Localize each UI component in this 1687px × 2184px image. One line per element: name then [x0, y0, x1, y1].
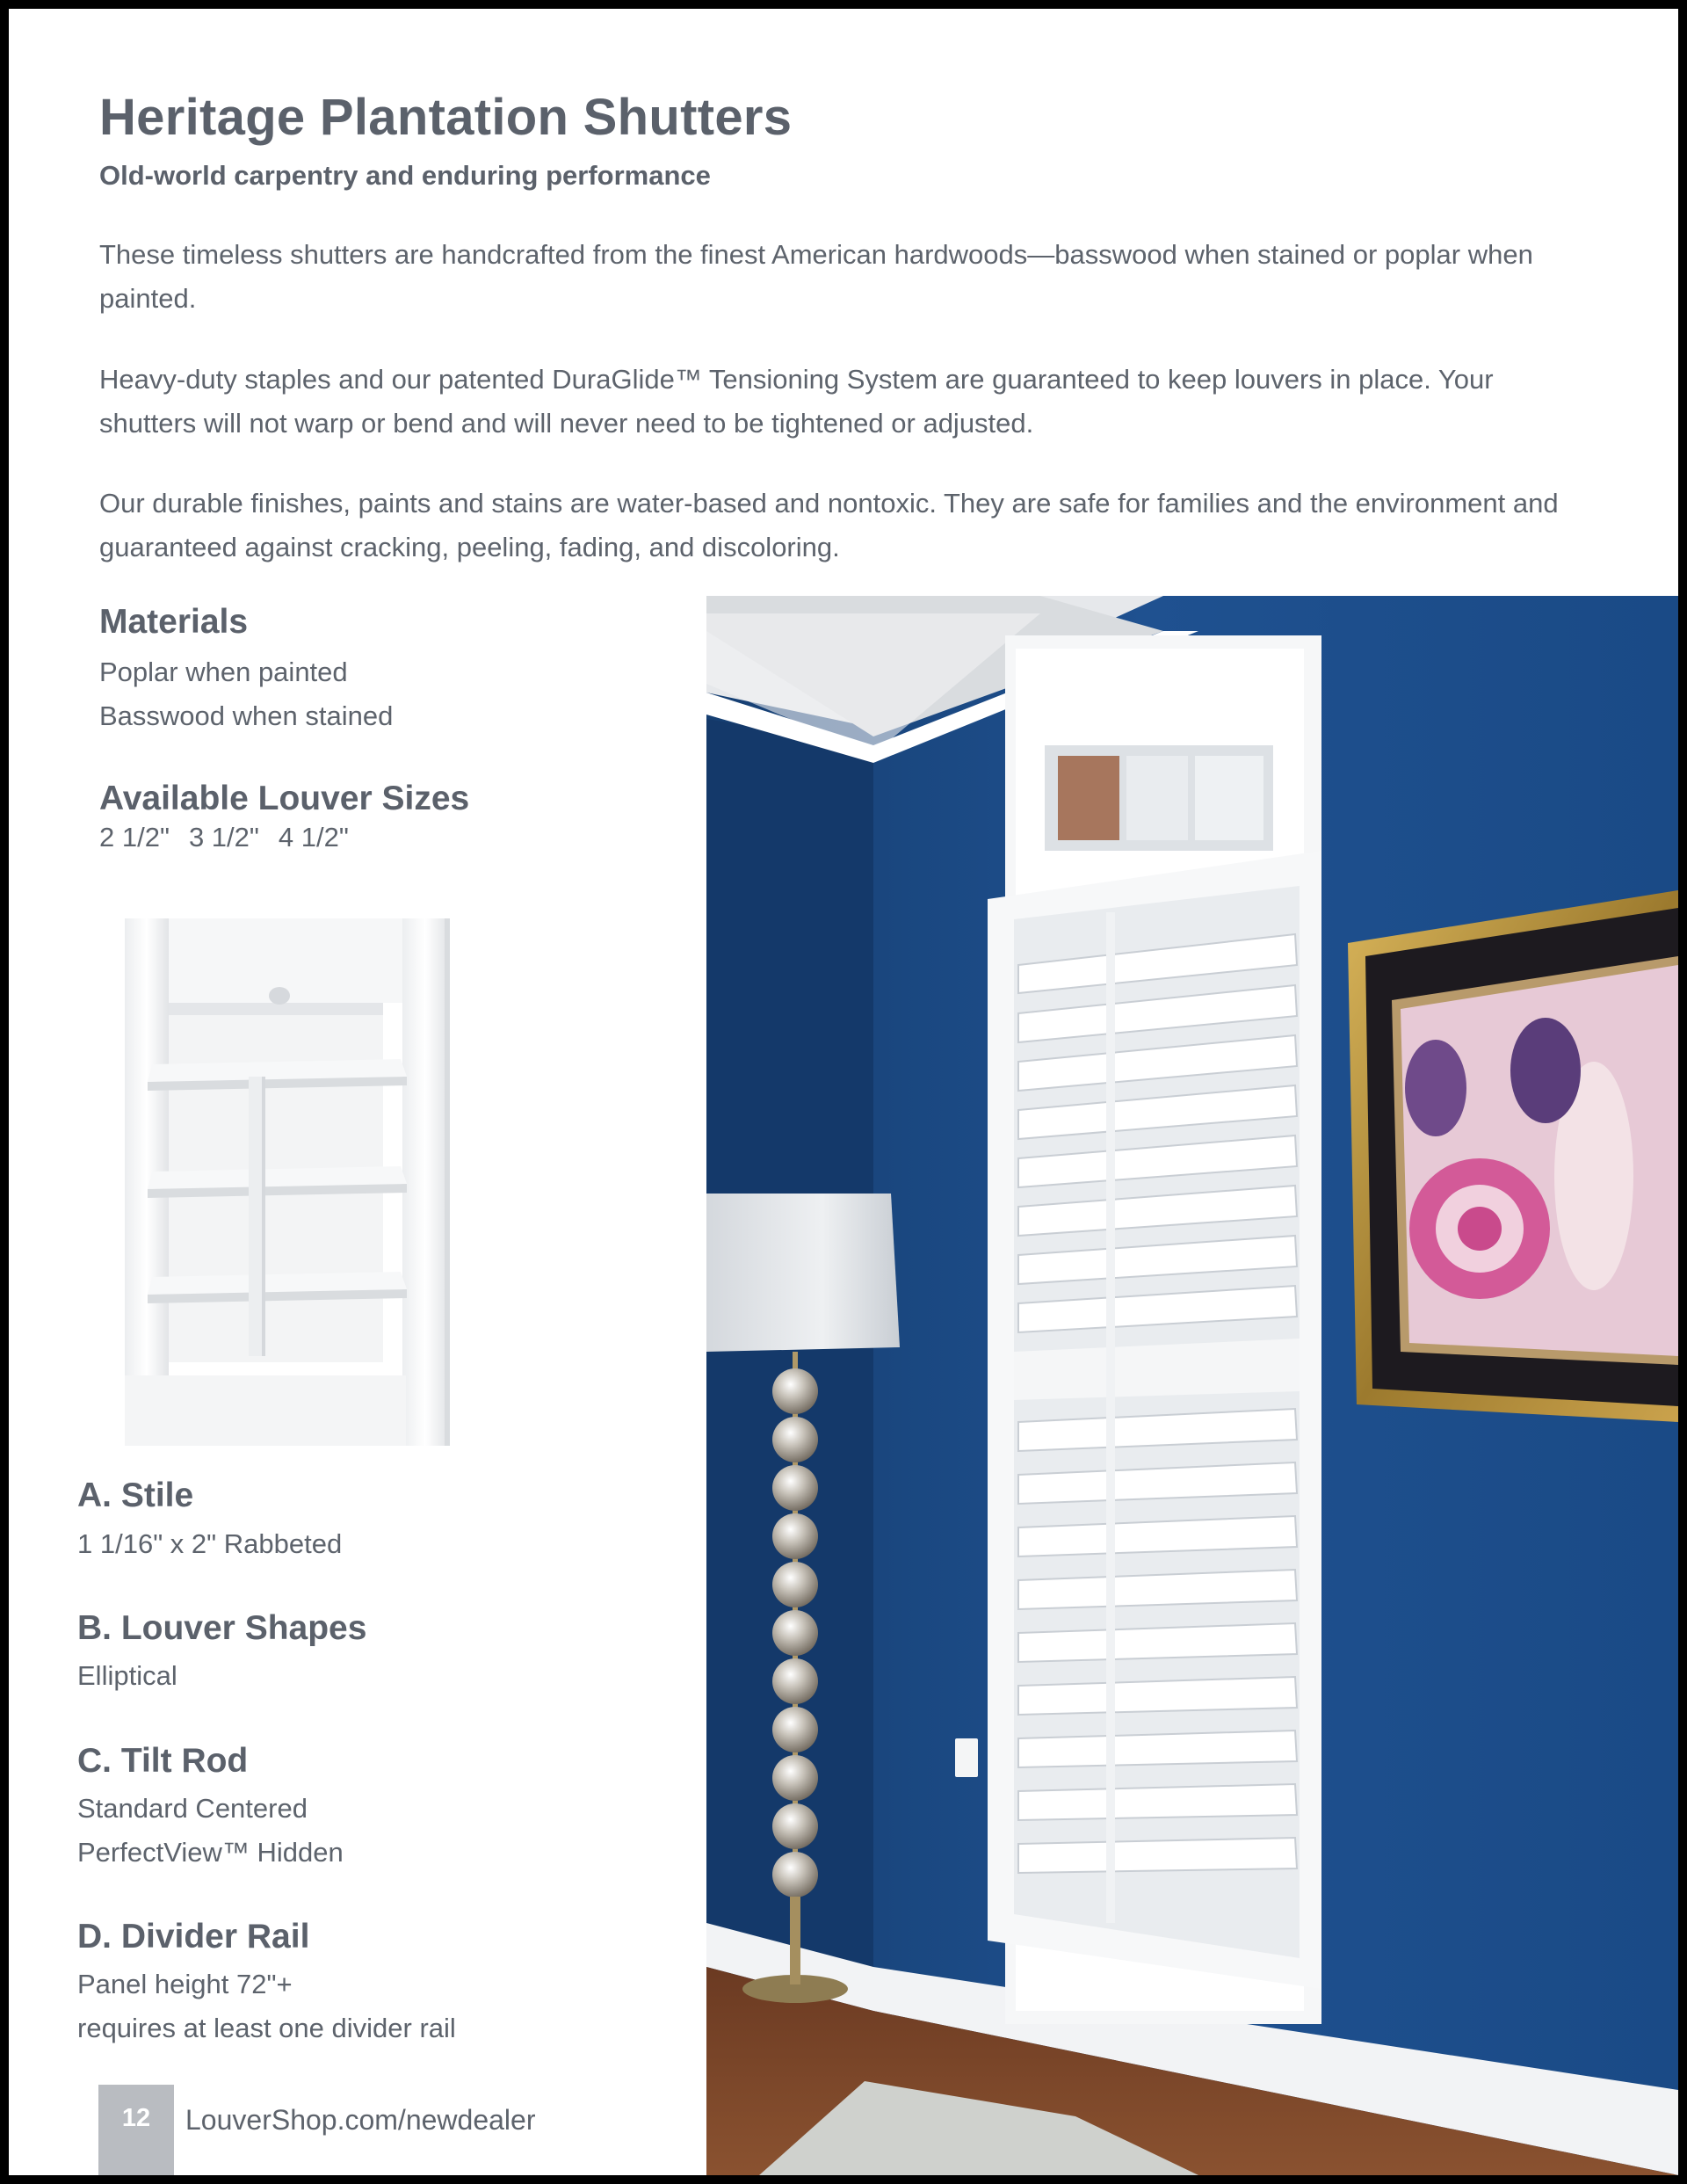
spec-louver-shapes-line: Elliptical — [77, 1660, 177, 1691]
page-title: Heritage Plantation Shutters — [99, 89, 793, 146]
louver-size: 4 1/2" — [278, 822, 349, 853]
spec-tilt-rod-line-2: PerfectView™ Hidden — [77, 1837, 344, 1868]
page-subtitle: Old-world carpentry and enduring performance — [99, 160, 711, 191]
spec-divider-rail-line-1: Panel height 72"+ — [77, 1969, 293, 1999]
louver-size: 3 1/2" — [188, 822, 259, 853]
footer-url-link[interactable]: LouverShop.com/newdealer — [185, 2104, 536, 2136]
spec-louver-shapes-heading: B. Louver Shapes — [77, 1609, 367, 1647]
louver-size: 2 1/2" — [99, 822, 170, 853]
brochure-page — [9, 9, 1678, 2175]
room-photo — [706, 596, 1678, 2175]
spec-tilt-rod-line-1: Standard Centered — [77, 1793, 308, 1824]
materials-item-poplar: Poplar when painted — [99, 657, 348, 687]
spec-stile-line: 1 1/16" x 2" Rabbeted — [77, 1528, 343, 1559]
spec-tilt-rod-heading: C. Tilt Rod — [77, 1742, 249, 1780]
shutter-detail-image — [121, 918, 473, 1455]
intro-paragraph-3: Our durable finishes, paints and stains are water-based and nontoxic. They are safe for families and the environment and guaranteed against cracking, peeling, fading, and discoloring. — [99, 488, 1559, 562]
spec-divider-rail-line-2: requires at least one divider rail — [77, 2013, 456, 2043]
materials-item-basswood: Basswood when stained — [99, 700, 394, 731]
spec-stile-heading: A. Stile — [77, 1477, 194, 1514]
louver-sizes-heading: Available Louver Sizes — [99, 780, 470, 817]
page-number-badge: 12 — [98, 2085, 174, 2175]
materials-heading: Materials — [99, 603, 249, 641]
intro-paragraph-2: Heavy-duty staples and our patented DuraGlide™ Tensioning System are guaranteed to keep louvers in place. Your shutters will not warp or bend and will never need to be tightened or adjusted. — [99, 364, 1494, 439]
louver-sizes-list — [99, 822, 349, 853]
intro-paragraph-1: These timeless shutters are handcrafted from the finest American hardwoods—basswood when stained or poplar when painted. — [99, 239, 1533, 314]
spec-divider-rail-heading: D. Divider Rail — [77, 1918, 310, 1955]
